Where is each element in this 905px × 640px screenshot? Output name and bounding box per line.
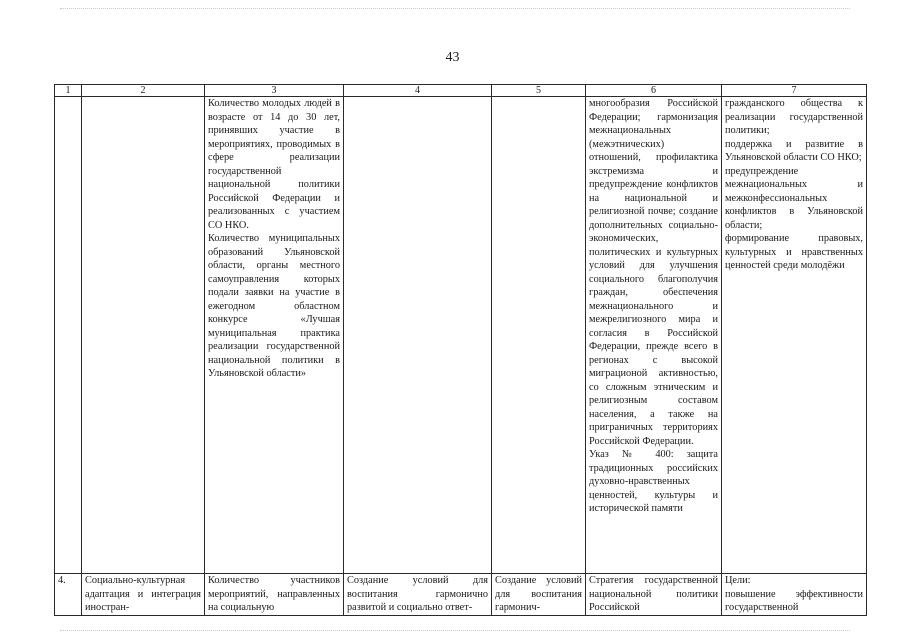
continued-tasks xyxy=(344,97,492,574)
continued-indicators: Количество молодых людей в возрасте от 14 до 30 лет, принявших участие в мероприятиях, проводимых в сфере реализации государственной национальной политики Российской Федерации и реализованных с участием СО НКО. Количество муниципальных образований Ульяновской области, органы местного самоуправления которых подали заявки на участие в ежегодном областном конкурсе «Лучшая муниципальная практика реализации государственной национальной политики в Ульяновской области» xyxy=(205,97,344,574)
continued-measures xyxy=(492,97,586,574)
table-row-continued xyxy=(55,97,867,574)
column-number-6: 6 xyxy=(586,85,722,97)
table-row-4 xyxy=(55,574,867,616)
row-4-strategy: Стратегия государственной национальной политики Российской xyxy=(586,574,722,616)
row-4-number: 4. xyxy=(55,574,82,616)
column-number-5: 5 xyxy=(492,85,586,97)
row-4-indicators: Количество участников мероприятий, направленных на социальную xyxy=(205,574,344,616)
row-4-goals: Цели: повышение эффективности государственной xyxy=(722,574,867,616)
page-number: 43 xyxy=(445,50,460,65)
scan-artifact-bottom xyxy=(60,630,850,632)
column-number-row xyxy=(55,85,867,97)
continued-strategy: многообразия Российской Федерации; гармонизация межнациональных (межэтнических) отношений, профилактика экстремизма и предупреждение конфликтов на национальной и религиозной почве; создание дополнительных социально-экономических, политических и культурных условий для улучшения социального благополучия граждан, обеспечения межнационального и межрелигиозного мира и согласия в Российской Федерации, прежде всего в регионах с высокой миграционой активностью, со сложным этническим и религиозным составом населения, а также на приграничных территориях Российской Федерации. Указ № 400: защита традиционных российских духовно-нравственных ценностей, культуры и исторической памяти xyxy=(586,97,722,574)
column-number-2: 2 xyxy=(82,85,205,97)
program-table xyxy=(54,84,867,616)
column-number-7: 7 xyxy=(722,85,867,97)
row-4-measures: Создание условий для воспитания гармонич- xyxy=(492,574,586,616)
scan-artifact-top xyxy=(60,8,850,10)
column-number-4: 4 xyxy=(344,85,492,97)
continued-direction xyxy=(82,97,205,574)
row-4-direction: Социально-культурная адаптация и интеграция иностран- xyxy=(82,574,205,616)
row-4-tasks: Создание условий для воспитания гармонично развитой и социально ответ- xyxy=(344,574,492,616)
column-number-1: 1 xyxy=(55,85,82,97)
continued-row-number xyxy=(55,97,82,574)
continued-goals: гражданского общества к реализации государственной политики; поддержка и развитие в Ульяновской области СО НКО; предупреждение межнациональных и межконфессиональных конфликтов в Ульяновской области; формирование правовых, культурных и нравственных ценностей среди молодёжи xyxy=(722,97,867,574)
column-number-3: 3 xyxy=(205,85,344,97)
